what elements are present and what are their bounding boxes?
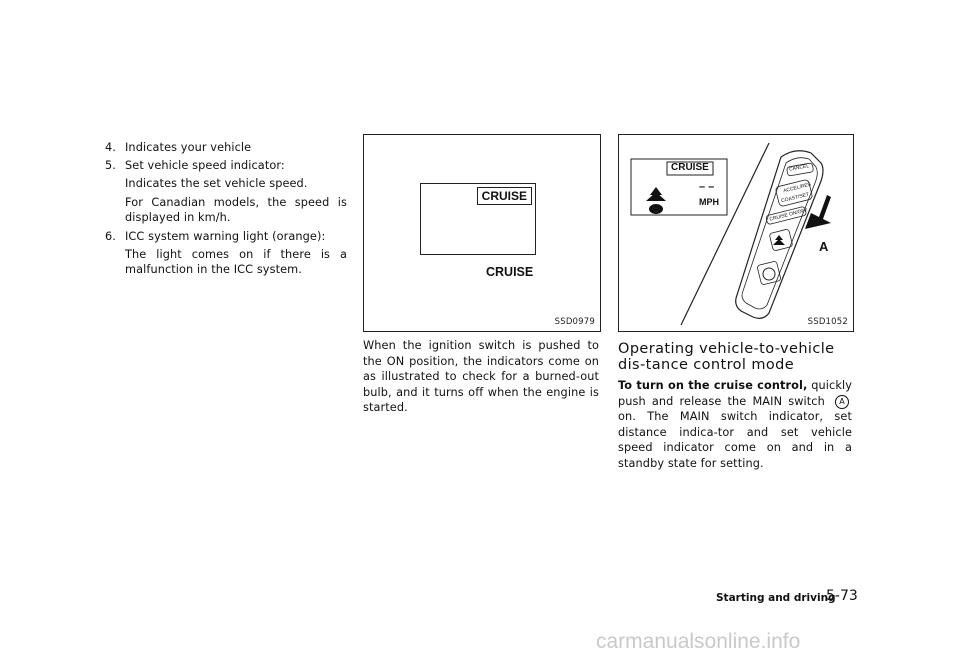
list-item-6 bbox=[105, 229, 347, 245]
figure-cruise-indicator bbox=[363, 134, 601, 332]
item-text: ICC system warning light (orange): bbox=[125, 229, 326, 243]
cruise-on-off-button-label: CRUISE ON/OFF bbox=[768, 207, 809, 223]
marker-a: A bbox=[835, 395, 849, 409]
figure-label: SSD1052 bbox=[807, 317, 848, 327]
display-panel bbox=[420, 183, 536, 255]
bold-lead: To turn on the cruise control, bbox=[618, 379, 808, 392]
coast-set-button-label: COAST/SET bbox=[780, 191, 810, 205]
list-item-4 bbox=[105, 140, 347, 156]
item-text: Set vehicle speed indicator: bbox=[125, 158, 285, 172]
steering-switch-illustration bbox=[619, 135, 853, 331]
item-text: Indicates your vehicle bbox=[125, 141, 252, 154]
left-column bbox=[105, 140, 347, 278]
text-after-marker: on. The MAIN switch indicator, set distance indica-tor and set vehicle speed indicator come on and in a standby state for setting. bbox=[618, 410, 852, 470]
mph-text: MPH bbox=[699, 197, 719, 207]
cruise-display-text: CRUISE bbox=[481, 189, 527, 203]
watermark: carmanualsonline.info bbox=[596, 630, 801, 653]
cruise-display-text: CRUISE bbox=[671, 162, 709, 173]
middle-column bbox=[363, 338, 599, 416]
accel-res-button-label: ACCEL/RES bbox=[782, 181, 812, 195]
item-number: 5. bbox=[105, 158, 116, 172]
cancel-button-label: CANCEL bbox=[788, 163, 810, 173]
list-item-5 bbox=[105, 158, 347, 174]
page-number: 5-73 bbox=[826, 588, 858, 604]
item-5-sub-2: For Canadian models, the speed is displayed in km/h. bbox=[125, 195, 347, 225]
cruise-display-box bbox=[477, 187, 532, 205]
item-5-sub-1: Indicates the set vehicle speed. bbox=[125, 177, 308, 191]
text-before-marker: quickly push and release the MAIN switch bbox=[618, 379, 852, 408]
right-column bbox=[618, 341, 852, 472]
dashes-text: – – bbox=[699, 181, 715, 193]
item-number: 4. bbox=[105, 141, 116, 154]
figure-steering-switches bbox=[618, 134, 854, 332]
ignition-paragraph: When the ignition switch is pushed to the ON position, the indicators come on as illustrated to check for a burned-out bulb, and it turns off when the engine is started. bbox=[363, 339, 599, 415]
section-heading: Operating vehicle-to-vehicle dis-tance control mode bbox=[618, 341, 835, 373]
callout-a: A bbox=[819, 239, 829, 254]
figure-label: SSD0979 bbox=[554, 317, 595, 327]
body-paragraph bbox=[618, 378, 852, 472]
item-number: 6. bbox=[105, 229, 116, 243]
item-6-sub-1: The light comes on if there is a malfunction in the ICC system. bbox=[125, 247, 347, 277]
cruise-indicator-text: CRUISE bbox=[486, 265, 534, 279]
footer-section: Starting and driving bbox=[716, 592, 836, 604]
